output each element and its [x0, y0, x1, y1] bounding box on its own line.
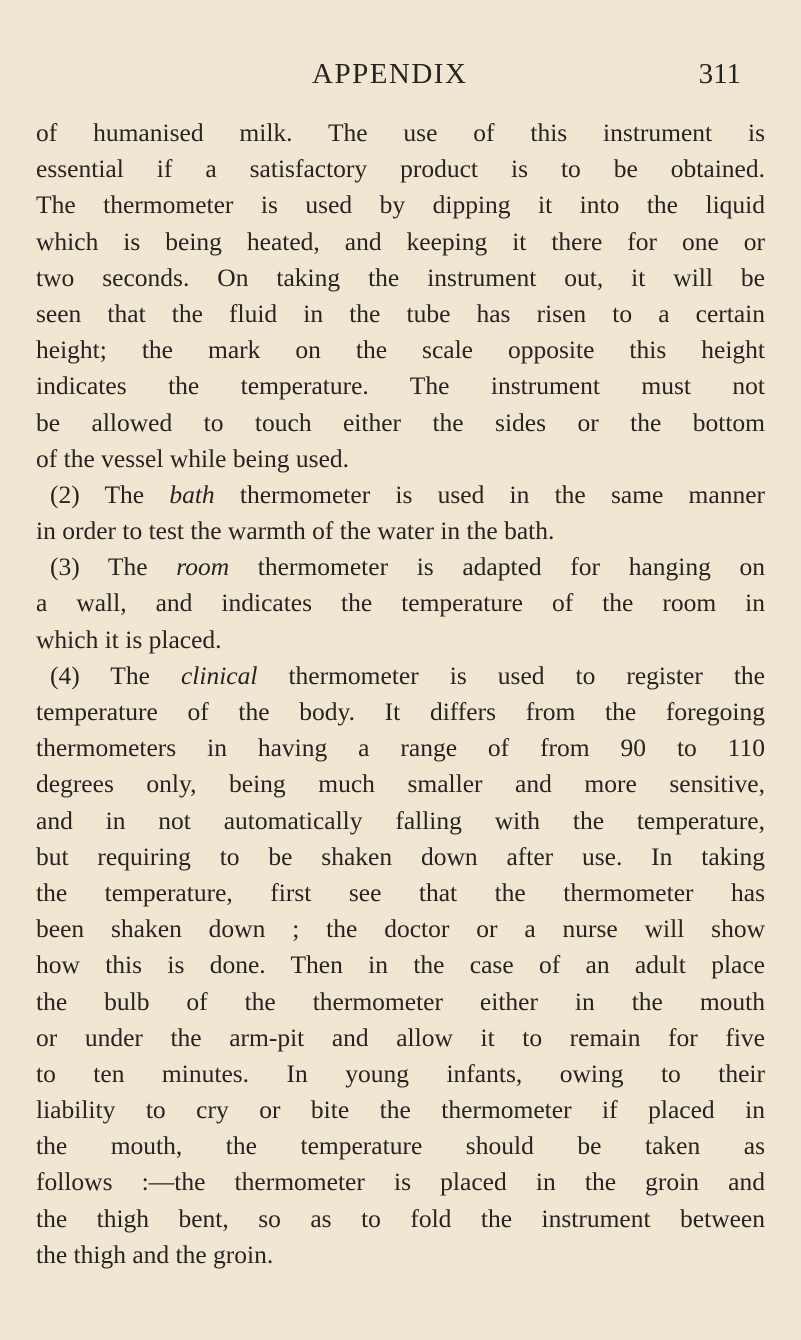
- paragraph-2-rest: thermometer is used in the same manner: [239, 479, 766, 509]
- text-line: and in not automatically falling with the temperature,: [36, 805, 765, 835]
- text-line: but requiring to be shaken down after use. In taking: [36, 841, 765, 871]
- text-line: or under the arm-pit and allow it to remain for five: [36, 1022, 765, 1052]
- text-line: of humanised milk. The use of this instrument is: [36, 118, 765, 147]
- paragraph-3-rest: thermometer is adapted for hanging on: [257, 552, 765, 582]
- text-line: the thigh bent, so as to fold the instrument between: [36, 1203, 765, 1233]
- text-line: been shaken down ; the doctor or a nurse will show: [36, 914, 765, 944]
- text-line: temperature of the body. It differs from the foregoing: [36, 697, 765, 726]
- text-line: which is being heated, and keeping it there for one or: [36, 226, 765, 256]
- running-head: APPENDIX: [312, 58, 468, 90]
- paragraph-4-rest: thermometer is used to register the: [288, 660, 765, 690]
- text-line: which it is placed.: [36, 624, 222, 654]
- text-line: the mouth, the temperature should be taken as: [36, 1131, 765, 1161]
- text-line: The thermometer is used by dipping it into the liquid: [36, 190, 765, 220]
- paragraph-4-lead: (4) The: [50, 660, 181, 690]
- text-line: to ten minutes. In young infants, owing to their: [36, 1058, 765, 1088]
- text-line: the thigh and the groin.: [36, 1239, 274, 1269]
- paragraph-4-italic-term: clinical: [180, 660, 258, 690]
- text-line: a wall, and indicates the temperature of the room in: [36, 588, 765, 618]
- text-line: the temperature, first see that the thermometer has: [36, 877, 765, 907]
- page-number: 311: [698, 58, 741, 90]
- paragraph-4-first-line: [36, 658, 765, 694]
- paragraph-2-first-line: [36, 477, 765, 513]
- text-line: degrees only, being much smaller and more sensitive,: [36, 769, 765, 799]
- text-line: thermometers in having a range of from 90 to 110: [36, 733, 765, 763]
- paragraph-3-first-line: [36, 549, 765, 585]
- body-text: [36, 115, 765, 1273]
- paragraph-3-lead: (3) The: [50, 552, 177, 582]
- text-line: how this is done. Then in the case of an adult place: [36, 950, 765, 980]
- text-line: liability to cry or bite the thermometer if placed in: [36, 1095, 765, 1125]
- text-line: in order to test the warmth of the water in the bath.: [36, 516, 555, 546]
- text-line: follows :—the thermometer is placed in the groin and: [36, 1167, 765, 1197]
- page-header: [0, 58, 801, 98]
- text-line: essential if a satisfactory product is to be obtained.: [36, 154, 765, 184]
- text-line: be allowed to touch either the sides or the bottom: [36, 407, 765, 437]
- text-line: of the vessel while being used.: [36, 443, 350, 473]
- text-line: seen that the fluid in the tube has risen to a certain: [36, 298, 765, 328]
- text-line: two seconds. On taking the instrument out, it will be: [36, 262, 765, 292]
- text-line: the bulb of the thermometer either in the mouth: [36, 986, 765, 1016]
- text-line: height; the mark on the scale opposite this height: [36, 335, 765, 365]
- paragraph-2-lead: (2) The: [50, 479, 170, 509]
- text-line: indicates the temperature. The instrument must not: [36, 371, 765, 401]
- paragraph-2-italic-term: bath: [169, 479, 215, 509]
- paragraph-3-italic-term: room: [176, 552, 230, 582]
